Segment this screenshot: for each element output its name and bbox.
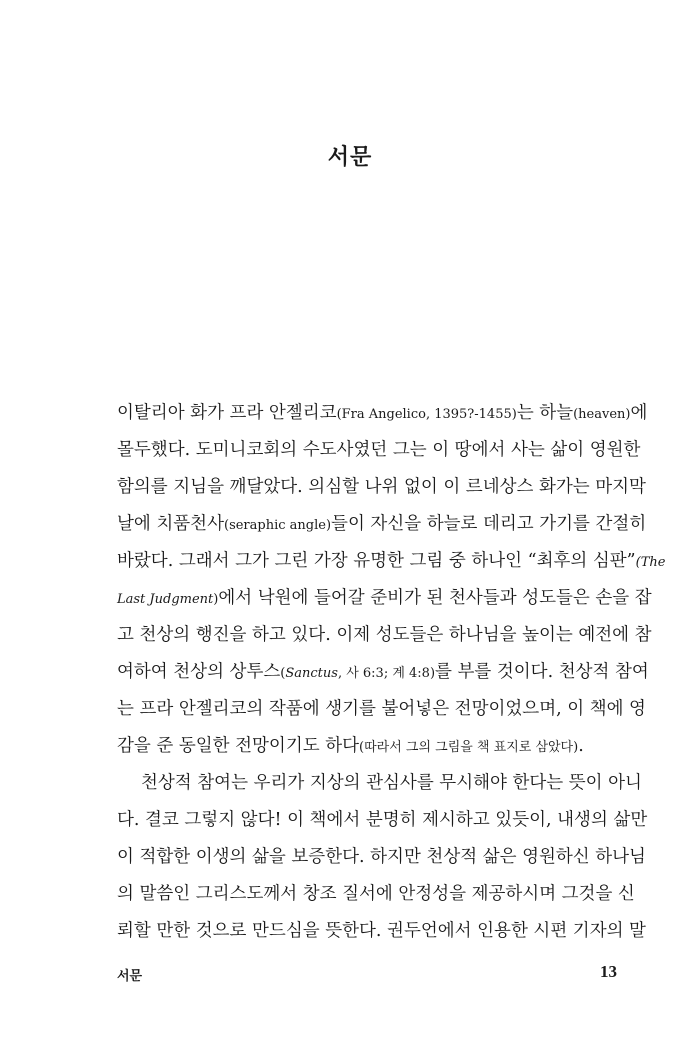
text-segment: 바랐다. 그래서 그가 그린 가장 유명한 그림 중 하나인 “최후의 심판” <box>117 551 636 571</box>
body-text <box>117 395 666 950</box>
text-segment: 이 적합한 이생의 삶을 보증한다. 하지만 천상적 삶은 영원하신 하나님 <box>117 847 646 867</box>
text-line <box>117 654 649 691</box>
text-line <box>117 617 652 654</box>
text-line <box>117 469 646 506</box>
text-segment: 천상적 참여는 우리가 지상의 관심사를 무시해야 한다는 뜻이 아니 <box>141 773 642 793</box>
text-segment: 여하여 천상의 상투스 <box>117 662 281 682</box>
text-segment: (heaven) <box>573 407 631 422</box>
text-line <box>117 913 646 950</box>
text-segment: , 사 6:3; 계 4:8) <box>337 666 436 681</box>
running-footer-section: 서문 <box>117 969 143 984</box>
page-title: 서문 <box>327 145 373 170</box>
text-segment: ) <box>213 592 219 607</box>
text-line <box>117 802 648 839</box>
text-segment: 에 <box>630 403 648 423</box>
text-segment: 몰두했다. 도미니코회의 수도사였던 그는 이 땅에서 사는 삶이 영원한 <box>117 440 641 460</box>
text-segment: (따라서 그의 그림을 책 표지로 삼았다) <box>359 740 579 755</box>
text-line <box>117 506 647 543</box>
text-line <box>117 432 641 469</box>
text-segment: ( <box>280 666 286 681</box>
text-line <box>117 839 646 876</box>
text-line <box>117 691 646 728</box>
text-segment: 다. 결코 그렇지 않다! 이 책에서 분명히 제시하고 있듯이, 내생의 삶만 <box>117 810 648 830</box>
text-segment: (The <box>635 555 666 570</box>
text-segment: 이탈리아 화가 프라 안젤리코 <box>117 403 337 423</box>
text-segment: (seraphic angle) <box>224 518 332 533</box>
text-segment: 감을 준 동일한 전망이기도 하다 <box>117 736 360 756</box>
text-segment: 는 하늘 <box>516 403 574 423</box>
text-segment: . <box>578 736 584 756</box>
text-line <box>117 876 635 913</box>
text-segment: Sanctus <box>285 666 338 681</box>
text-line <box>117 395 648 432</box>
text-line <box>117 580 652 617</box>
text-segment: 는 프라 안젤리코의 작품에 생기를 불어넣은 전망이었으며, 이 책에 영 <box>117 699 646 719</box>
text-segment: 의 말씀인 그리스도께서 창조 질서에 안정성을 제공하시며 그것을 신 <box>117 884 635 904</box>
text-segment: 를 부를 것이다. 천상적 참여 <box>435 662 649 682</box>
text-segment: 날에 치품천사 <box>117 514 224 534</box>
text-segment: Last Judgment <box>117 592 214 607</box>
text-segment: 들이 자신을 하늘로 데리고 가기를 간절히 <box>331 514 647 534</box>
text-segment: 에서 낙원에 들어갈 준비가 된 천사들과 성도들은 손을 잡 <box>218 588 652 608</box>
page-number: 13 <box>600 962 617 981</box>
text-line <box>117 765 642 802</box>
text-line <box>117 543 666 580</box>
text-segment: 고 천상의 행진을 하고 있다. 이제 성도들은 하나님을 높이는 예전에 참 <box>117 625 652 645</box>
text-segment: 뢰할 만한 것으로 만드심을 뜻한다. 권두언에서 인용한 시편 기자의 말 <box>117 921 646 941</box>
text-segment: 함의를 지님을 깨달았다. 의심할 나위 없이 이 르네상스 화가는 마지막 <box>117 477 646 497</box>
text-segment: (Fra Angelico, 1395?-1455) <box>336 407 517 422</box>
text-line <box>117 728 617 765</box>
